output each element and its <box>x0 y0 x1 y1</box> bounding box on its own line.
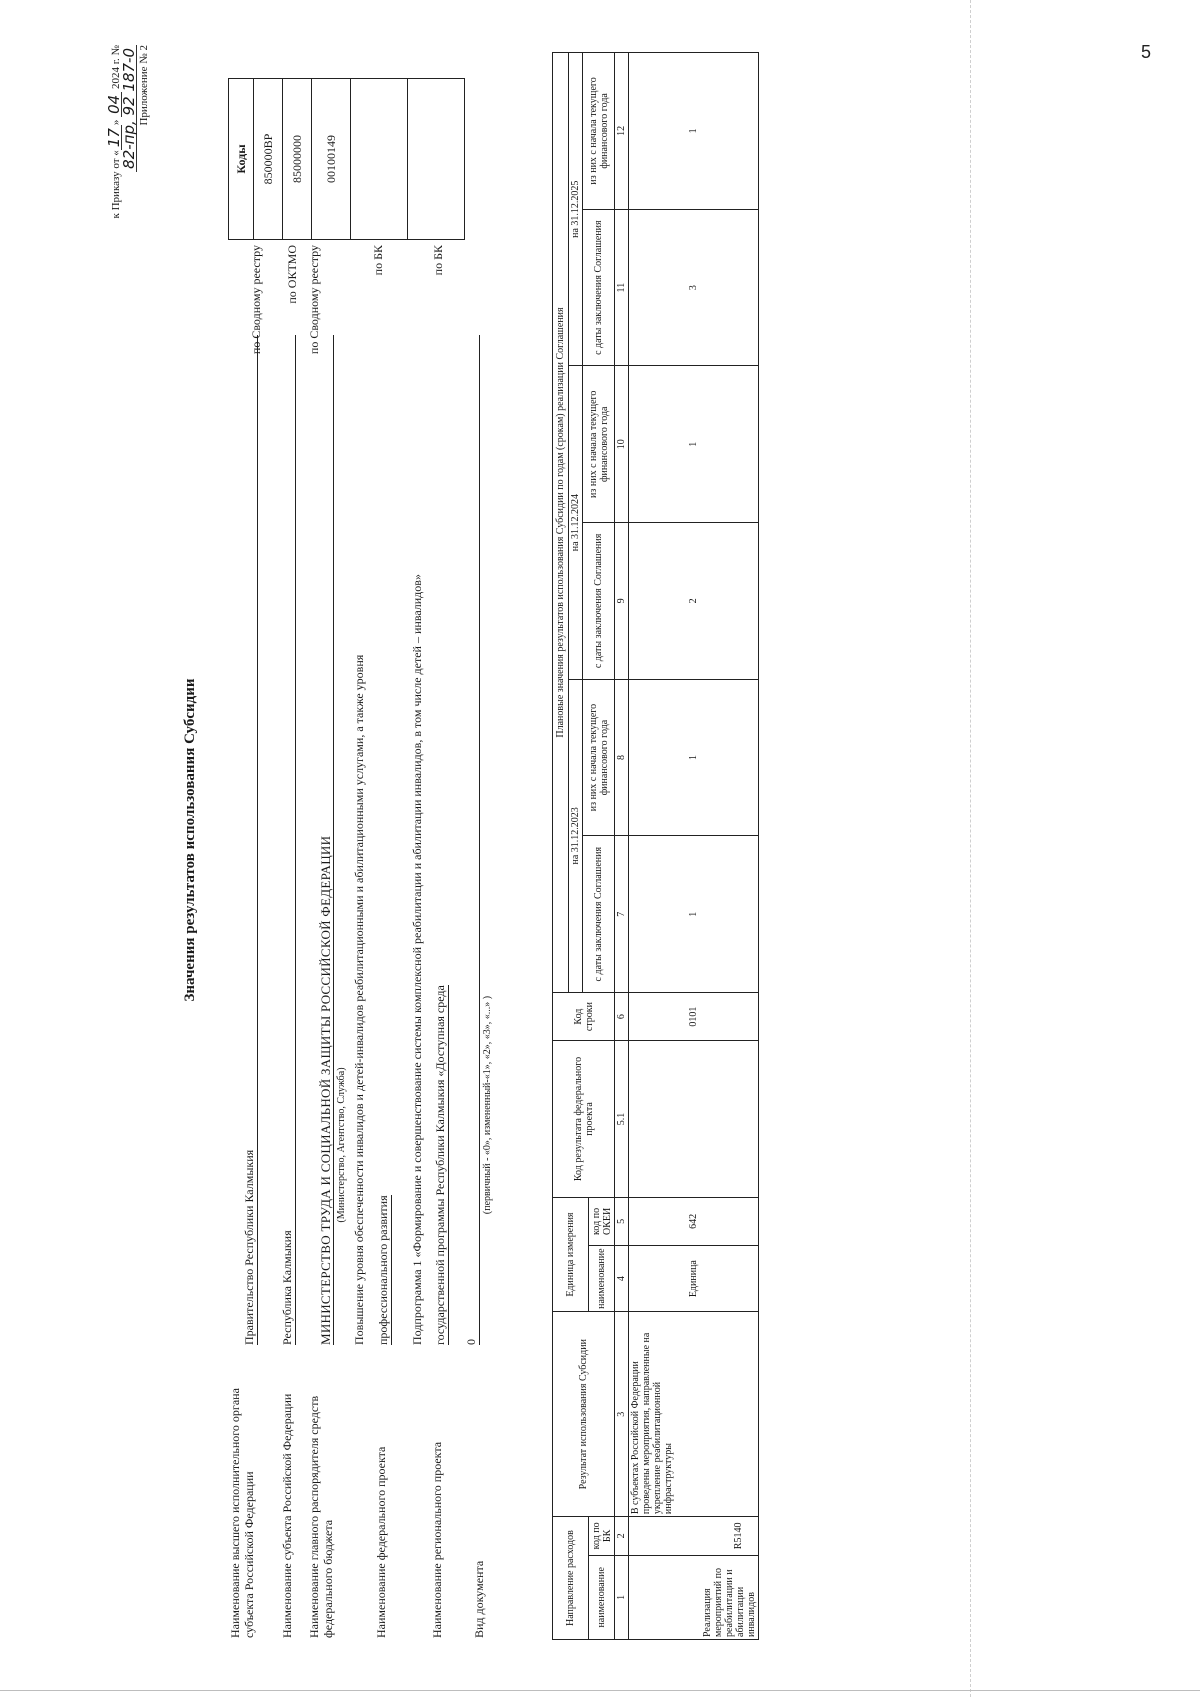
hint-doc-type: (первичный - «0», измененный-«1», «2», «3», «...» ) <box>482 995 493 1215</box>
label-doc-type: Вид документа <box>472 1560 486 1638</box>
value-federal-project-line2: профессионального развития <box>376 1195 390 1345</box>
value-chief-manager <box>318 335 349 1345</box>
cell-row-code: 0101 <box>629 993 759 1041</box>
code-svodny-2: 00100149 <box>312 79 351 240</box>
value-chief-manager-text: МИНИСТЕРСТВО ТРУДА И СОЦИАЛЬНОЙ ЗАЩИТЫ РОССИЙСКОЙ ФЕДЕРАЦИИ <box>318 335 334 1345</box>
cell-bk: R5140 <box>629 1517 759 1556</box>
col-num-5: 5 <box>615 1197 629 1245</box>
value-federal-project-line1: Повышение уровня обеспеченности инвалидов и детей-инвалидов реабилитационными и абилитационными услугами, а также уровня <box>352 654 366 1345</box>
document-title: Значения результатов использования Субсидии <box>182 678 198 1002</box>
label-chief-manager: Наименование главного распорядителя средств федерального бюджета <box>307 1395 335 1638</box>
value-federal-project <box>352 335 392 1345</box>
cell-unit: Единица <box>629 1246 759 1312</box>
col-num-6: 6 <box>615 993 629 1041</box>
col-num-10: 10 <box>615 366 629 523</box>
th-year-2024: из них с начала текущего финансового года <box>583 366 615 523</box>
scan-bottom-rule <box>0 1690 1200 1691</box>
col-num-8: 8 <box>615 679 629 836</box>
value-subject <box>280 335 296 1345</box>
th-date-2025: на 31.12.2025 <box>569 53 583 366</box>
value-doc-type-text: 0 <box>464 335 480 1345</box>
annex-day: 17 <box>108 125 122 150</box>
cell-2024-agreement: 2 <box>629 523 759 680</box>
hint-chief-manager: (Министерство, Агентство, Служба) <box>336 1067 347 1223</box>
code-bk-2 <box>408 79 465 240</box>
cell-fp-code <box>629 1041 759 1198</box>
codes-header: Коды <box>229 79 254 240</box>
th-direction-name: наименование <box>589 1555 615 1639</box>
table-row <box>629 53 759 1640</box>
col-num-fp: 5.1 <box>615 1041 629 1198</box>
col-num-7: 7 <box>615 836 629 993</box>
th-unit: Единица измерения <box>553 1197 589 1311</box>
code-label-bk-2: по БК <box>431 245 445 276</box>
th-agreement-2023: с даты заключения Соглашения <box>583 836 615 993</box>
code-bk-1 <box>351 79 408 240</box>
cell-2024-year: 1 <box>629 366 759 523</box>
code-label-bk-1: по БК <box>371 245 385 276</box>
label-subject: Наименование субъекта Российской Федерации <box>280 1393 294 1638</box>
annex-reference <box>105 45 151 335</box>
col-num-12: 12 <box>615 53 629 210</box>
annex-month: 04 <box>108 92 122 117</box>
codes-table <box>228 78 465 240</box>
code-label-oktmo: по ОКТМО <box>285 245 299 304</box>
cell-2025-agreement: 3 <box>629 209 759 366</box>
value-doc-type <box>464 335 495 1345</box>
value-subject-text: Республика Калмыкия <box>280 335 296 1345</box>
th-year-2023: из них с начала текущего финансового года <box>583 679 615 836</box>
code-svodny-1: 850000ВР <box>254 79 283 240</box>
col-num-11: 11 <box>615 209 629 366</box>
th-fp-code: Код результата федерального проекта <box>553 1041 615 1198</box>
cell-2023-agreement: 1 <box>629 836 759 993</box>
th-date-2024: на 31.12.2024 <box>569 366 583 679</box>
th-result: Результат использования Субсидии <box>553 1312 615 1517</box>
cell-okei: 642 <box>629 1197 759 1245</box>
results-table <box>552 52 759 1640</box>
annex-appendix: Приложение № 2 <box>138 45 150 126</box>
annex-order-prefix: к Приказу от « <box>110 150 122 219</box>
value-regional-project-line2: государственной программы Республики Калмыкия «Доступная среда <box>433 985 447 1345</box>
label-executive-body: Наименование высшего исполнительного органа субъекта Российской Федерации <box>228 1388 256 1638</box>
value-regional-project <box>410 325 449 1345</box>
code-oktmo: 85000000 <box>283 79 312 240</box>
rotated-document <box>100 40 1000 1640</box>
code-label-svodny-1: по Сводному реестру <box>249 245 263 355</box>
th-direction-bk: код по БК <box>589 1517 615 1556</box>
cell-direction-name: Реализация мероприятий по реабилитации и абилитации инвалидов <box>629 1555 759 1639</box>
th-plan: Плановые значения результатов использования Субсидии по годам (срокам) реализации Соглашения <box>553 53 569 993</box>
annex-year: 2024 г. № <box>110 45 122 90</box>
th-date-2023: на 31.12.2023 <box>569 679 583 992</box>
cell-2025-year: 1 <box>629 53 759 210</box>
th-year-2025: из них с начала текущего финансового года <box>583 53 615 210</box>
value-regional-project-line1: Подпрограмма 1 «Формирование и совершенствование системы комплексной реабилитации и абилитации инвалидов, в том числе детей – инвалидов» <box>410 574 424 1345</box>
th-row-code: Код строки <box>553 993 615 1041</box>
th-agreement-2025: с даты заключения Соглашения <box>583 209 615 366</box>
col-num-9: 9 <box>615 523 629 680</box>
annex-number: 82-пр, 92 187-0 <box>123 45 137 172</box>
label-federal-project: Наименование федерального проекта <box>374 1446 388 1638</box>
page-number: 5 <box>1141 42 1152 62</box>
th-unit-okei: код по ОКЕИ <box>589 1197 615 1245</box>
annex-mid: » <box>110 119 122 126</box>
value-executive-body-text: Правительство Республики Калмыкия <box>242 335 258 1345</box>
col-num-3: 3 <box>615 1312 629 1517</box>
col-num-1: 1 <box>615 1555 629 1639</box>
th-direction: Направление расходов <box>553 1517 589 1640</box>
code-label-svodny-2: по Сводному реестру <box>307 245 321 355</box>
th-unit-name: наименование <box>589 1246 615 1312</box>
th-agreement-2024: с даты заключения Соглашения <box>583 523 615 680</box>
cell-result: В субъектах Российской Федерации проведены мероприятия, направленные на укрепление реабилитационной инфраструктуры <box>629 1312 759 1517</box>
cell-2023-year: 1 <box>629 679 759 836</box>
value-executive-body <box>242 335 258 1345</box>
col-num-4: 4 <box>615 1246 629 1312</box>
col-num-2: 2 <box>615 1517 629 1556</box>
label-regional-project: Наименование регионального проекта <box>430 1441 444 1638</box>
